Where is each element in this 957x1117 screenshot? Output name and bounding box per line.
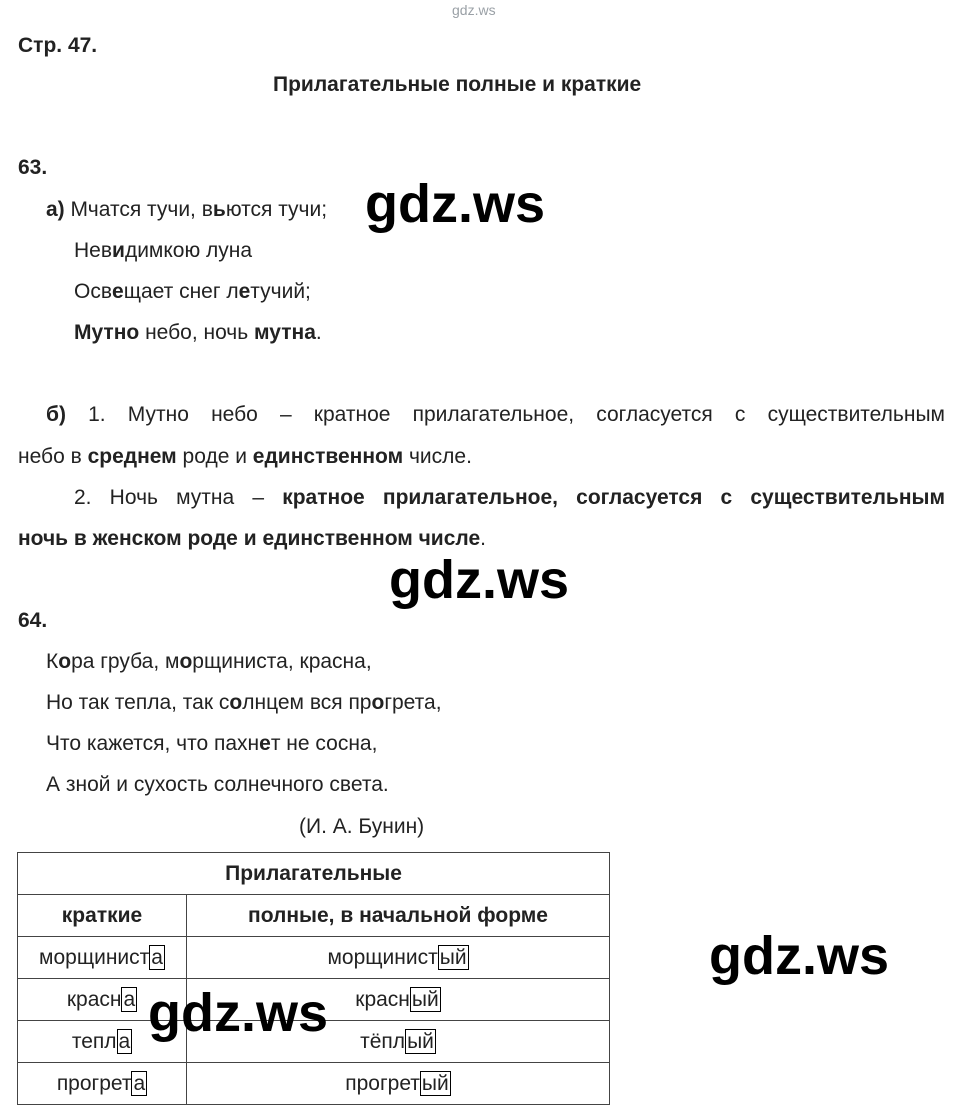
exercise-64-number: 64. bbox=[18, 609, 48, 632]
highlighted-letter: о bbox=[229, 691, 243, 714]
text-segment: щает снег л bbox=[123, 280, 239, 303]
watermark-large-4: gdz.ws bbox=[148, 983, 329, 1043]
column-header-short: краткие bbox=[18, 895, 187, 937]
adjectives-table bbox=[17, 852, 610, 1105]
highlighted-letter: и bbox=[112, 239, 125, 262]
poem-63-line-1 bbox=[46, 197, 327, 222]
text-segment: рщиниста, красна, bbox=[192, 650, 372, 673]
word-ending: ый bbox=[421, 1071, 449, 1095]
text-segment: небо, ночь bbox=[139, 321, 255, 344]
poem-64-line-2 bbox=[46, 690, 442, 715]
highlighted-letter: ь bbox=[212, 198, 226, 221]
word-stem: красн bbox=[355, 987, 410, 1011]
word-ending: ый bbox=[439, 945, 467, 969]
text-segment: числе. bbox=[403, 445, 472, 468]
word-stem: тёпл bbox=[360, 1029, 406, 1053]
text-segment: тучий; bbox=[250, 280, 311, 303]
poem-64-line-4: А зной и сухость солнечного света. bbox=[46, 773, 389, 796]
text-segment: небо в bbox=[18, 445, 88, 468]
word-ending: ый bbox=[407, 1029, 434, 1053]
part-b-line-1 bbox=[46, 402, 945, 427]
highlighted-letter: о bbox=[179, 650, 193, 673]
bold-phrase: ночь в женском роде и единственном числе bbox=[18, 527, 481, 550]
table-row bbox=[18, 937, 610, 979]
column-header-full: полные, в начальной форме bbox=[187, 895, 610, 937]
bold-word: среднем bbox=[87, 445, 177, 468]
poem-63-line-3 bbox=[74, 279, 311, 304]
text-segment: роде и bbox=[176, 445, 253, 468]
text-segment: 1. Мутно небо – кратное прилагательное, согласуется с существительным bbox=[88, 403, 945, 426]
word-stem: тепл bbox=[71, 1029, 117, 1053]
text-segment: . bbox=[315, 321, 322, 344]
word-stem: морщинист bbox=[39, 945, 150, 969]
word-ending: а bbox=[123, 987, 136, 1011]
full-form-cell bbox=[187, 937, 610, 979]
word-stem: морщинист bbox=[327, 945, 438, 969]
text-segment: Осв bbox=[74, 280, 112, 303]
poem-author: (И. А. Бунин) bbox=[299, 815, 425, 838]
watermark-small: gdz.ws bbox=[452, 2, 496, 18]
part-b-line-4 bbox=[18, 526, 486, 551]
watermark-large-2: gdz.ws bbox=[389, 550, 570, 610]
table-row bbox=[18, 1063, 610, 1105]
page-reference: Стр. 47. bbox=[18, 34, 98, 57]
word-stem: прогрет bbox=[56, 1071, 132, 1095]
word-ending: а bbox=[151, 945, 163, 969]
bold-phrase: кратное прилагательное, согласуется с существительным bbox=[282, 486, 945, 509]
table-header-row bbox=[18, 853, 610, 895]
text-segment: т не сосна, bbox=[270, 732, 378, 755]
word-stem: красн bbox=[66, 987, 122, 1011]
page-title: Прилагательные полные и краткие bbox=[273, 73, 642, 96]
word-ending: ый bbox=[411, 987, 439, 1011]
part-b-line-2 bbox=[18, 444, 472, 469]
part-b-label: б) bbox=[46, 403, 66, 426]
table-column-headers bbox=[18, 895, 610, 937]
text-segment: димкою луна bbox=[124, 239, 253, 262]
bold-word: мутна bbox=[254, 321, 316, 344]
text-segment: ра груба, м bbox=[71, 650, 180, 673]
full-form-cell bbox=[187, 1063, 610, 1105]
bold-word: Мутно bbox=[74, 321, 140, 344]
text-segment: . bbox=[480, 527, 486, 550]
poem-63-line-4 bbox=[74, 320, 322, 345]
highlighted-letter: о bbox=[58, 650, 72, 673]
word-stem: прогрет bbox=[345, 1071, 420, 1095]
text-segment: лнцем вся пр bbox=[242, 691, 372, 714]
poem-64-line-1 bbox=[46, 649, 372, 674]
highlighted-letter: о bbox=[371, 691, 385, 714]
poem-63-line-2 bbox=[74, 238, 252, 263]
short-form-cell bbox=[18, 1063, 187, 1105]
text-segment: Мчатся тучи, в bbox=[70, 198, 213, 221]
watermark-large-3: gdz.ws bbox=[709, 926, 890, 986]
word-ending: а bbox=[133, 1071, 146, 1095]
short-form-cell bbox=[18, 937, 187, 979]
text-segment: 2. Ночь мутна – bbox=[74, 486, 283, 509]
highlighted-letter: е bbox=[259, 732, 271, 755]
text-segment: К bbox=[46, 650, 59, 673]
part-b-line-3 bbox=[74, 485, 945, 510]
text-segment: Нев bbox=[74, 239, 113, 262]
highlighted-letter: е bbox=[238, 280, 251, 303]
table-header: Прилагательные bbox=[18, 853, 610, 895]
poem-64-line-3 bbox=[46, 731, 377, 756]
bold-word: единственном bbox=[252, 445, 404, 468]
text-segment: грета, bbox=[384, 691, 442, 714]
word-ending: а bbox=[118, 1029, 131, 1053]
text-segment: Но так тепла, так с bbox=[46, 691, 230, 714]
highlighted-letter: е bbox=[112, 280, 124, 303]
text-segment: Что кажется, что пахн bbox=[46, 732, 260, 755]
part-a-label: а) bbox=[46, 198, 65, 221]
text-segment: ются тучи; bbox=[225, 198, 328, 221]
exercise-63-number: 63. bbox=[18, 156, 48, 179]
watermark-large-1: gdz.ws bbox=[365, 174, 546, 234]
